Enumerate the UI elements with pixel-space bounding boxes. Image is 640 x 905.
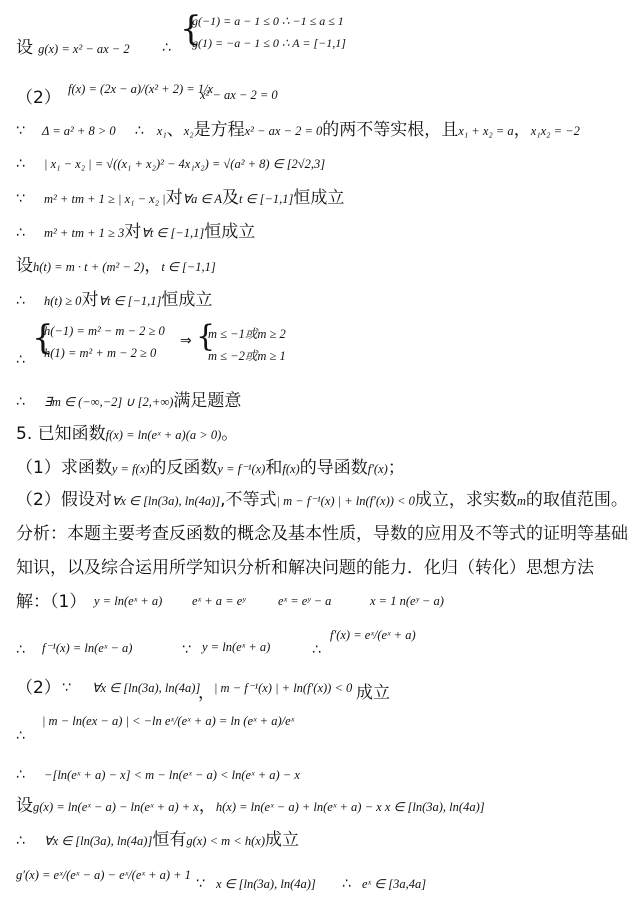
line-discriminant xyxy=(16,120,580,140)
math-for-all-t: ∀t ∈ [−1,1] xyxy=(141,226,205,240)
problem-5-intro: 5. 已知函数 xyxy=(16,424,106,444)
line-solution-2 xyxy=(16,678,61,698)
line-double-inequality xyxy=(16,764,300,784)
math-y-fx: y = f(x) xyxy=(111,462,150,476)
math-m-range-2: m ≤ −2或m ≥ 1 xyxy=(208,349,286,363)
math-t-range: t ∈ [−1,1] xyxy=(161,260,216,274)
math-x-interval: x ∈ [ln(3a), ln(4a)] xyxy=(216,877,316,891)
therefore-symbol: ∴ xyxy=(16,225,25,241)
math-inequality-3: m² + tm + 1 ≥ 3 xyxy=(44,226,125,240)
therefore-symbol: ∴ xyxy=(162,40,171,56)
math-h-expression: h(t) = m · t + (m² − 2) xyxy=(33,260,145,274)
math-f-fraction: f(x) = (2x − a)/(x² + 2) = 1/x xyxy=(68,82,214,96)
math-inequality: m² + tm + 1 ≥ | x₁ − x₂ | xyxy=(44,192,166,206)
math-root-difference: | x₁ − x₂ | = √((x₁ + x₂)² − 4x₁x₂) = √(a² + 8) ∈ [2√2,3] xyxy=(44,157,326,171)
math-quadratic: x² − ax − 2 = 0 xyxy=(244,124,323,138)
text-holds: 成立 xyxy=(265,830,299,850)
comma: ， xyxy=(198,683,215,703)
text-always-holds: 恒成立 xyxy=(204,222,256,242)
therefore-symbol: ∴ xyxy=(342,876,351,892)
comma: ， xyxy=(513,120,531,140)
system-brace: { xyxy=(32,318,54,358)
math-x-interval: ∀x ∈ [ln(3a), ln(4a)] xyxy=(111,494,221,508)
text-inequality: ,不等式 xyxy=(220,490,277,510)
set-label: 设 xyxy=(16,38,33,58)
part-number: （2） xyxy=(16,88,61,108)
math-ex-range: eˣ ∈ [3a,4a] xyxy=(362,877,427,891)
analysis-line-1: 分析：本题主要考查反函数的概念及基本性质，导数的应用及不等式的证明等基础 xyxy=(16,524,628,544)
text-always-has: 恒有 xyxy=(152,830,187,850)
because-symbol: ∵ xyxy=(16,191,25,207)
set-label: 设 xyxy=(16,256,33,276)
math-fx: f(x) xyxy=(282,462,300,476)
math-t-range: t ∈ [−1,1] xyxy=(238,192,294,206)
math-inverse-result: f⁻¹(x) = ln(eˣ − a) xyxy=(42,641,133,655)
math-for-all-a: ∀a ∈ A xyxy=(182,192,222,206)
text-solution-part-1: 解：（1） xyxy=(16,592,87,612)
implies-arrow: ⇒ xyxy=(180,333,192,349)
because-symbol: ∵ xyxy=(16,123,25,139)
therefore-symbol: ∴ xyxy=(16,352,25,368)
because-symbol: ∵ xyxy=(182,642,191,658)
therefore-symbol: ∴ xyxy=(16,394,25,410)
line-g-definition xyxy=(16,38,130,58)
math-m: m xyxy=(516,494,526,508)
separator: 、 xyxy=(166,120,184,140)
line-solution-1 xyxy=(16,592,86,612)
semicolon: ； xyxy=(387,458,405,478)
text-inverse: 的反函数 xyxy=(149,458,218,478)
therefore-symbol: ∴ xyxy=(16,156,25,172)
math-inequality: | m − f⁻¹(x) | + ln(f′(x)) < 0 xyxy=(214,681,353,695)
because-symbol: ∵ xyxy=(62,680,71,696)
math-x2: x₂ xyxy=(183,124,194,138)
period: 。 xyxy=(221,424,239,444)
math-x-interval: ∀x ∈ [ln(3a), ln(4a)] xyxy=(92,681,201,695)
line-m-exists xyxy=(16,391,241,411)
math-g-expression: g(x) = x² − ax − 2 xyxy=(38,42,130,56)
therefore-symbol: ∴ xyxy=(16,728,25,744)
math-m-range-1: m ≤ −1或m ≥ 2 xyxy=(208,327,286,341)
text-holds: 成立 xyxy=(356,683,390,703)
math-x-interval: ∀x ∈ [ln(3a), ln(4a)] xyxy=(44,834,153,848)
therefore-symbol: ∴ xyxy=(134,123,144,139)
analysis-line-2: 知识，以及综合运用所学知识分析和解决问题的能力．化归（转化）思想方法 xyxy=(16,558,594,578)
math-system-row-1: g(−1) = a − 1 ≤ 0 ∴ −1 ≤ a ≤ 1 xyxy=(192,14,344,28)
math-g-definition: g(x) = ln(eˣ − a) − ln(eˣ + a) + x xyxy=(33,800,199,814)
text-is-equation: 是方程 xyxy=(193,120,245,140)
system-brace: { xyxy=(180,9,202,49)
comma: ， xyxy=(198,796,216,816)
math-for-all-t: ∀t ∈ [−1,1] xyxy=(98,294,162,308)
math-double-inequality: −[ln(eˣ + a) − x] < m − ln(eˣ − a) < ln(eˣ + a) − x xyxy=(44,768,300,782)
math-y-inverse: y = f⁻¹(x) xyxy=(217,462,266,476)
line-inequality-for-all-a xyxy=(16,188,344,208)
line-h-nonneg xyxy=(16,290,212,310)
math-g-prime: g′(x) = eˣ/(eˣ − a) − eˣ/(eˣ + a) + 1 xyxy=(16,868,191,882)
line-root-difference xyxy=(16,153,325,173)
math-x1: x₁ xyxy=(156,124,167,138)
math-h-1: h(1) = m² + m − 2 ≥ 0 xyxy=(44,346,157,360)
math-inequality: | m − f⁻¹(x) | + ln(f′(x)) < 0 xyxy=(276,494,415,508)
math-h-nonneg: h(t) ≥ 0 xyxy=(44,294,82,308)
text-for: 对 xyxy=(81,290,99,310)
therefore-symbol: ∴ xyxy=(16,293,25,309)
math-root-sum: x₁ + x₂ = a xyxy=(458,124,514,138)
text-for: 对 xyxy=(124,222,142,242)
text-derivative: 的导函数 xyxy=(299,458,368,478)
math-g-m-h: g(x) < m < h(x) xyxy=(186,834,265,848)
math-quadratic: x² − ax − 2 = 0 xyxy=(200,88,278,102)
text-always-holds: 恒成立 xyxy=(161,290,213,310)
math-system-row-2: g(1) = −a − 1 ≤ 0 ∴ A = [−1,1] xyxy=(192,36,346,50)
text-and: 和 xyxy=(265,458,283,478)
text-and: 及 xyxy=(221,188,239,208)
line-g-h-definition xyxy=(16,796,485,816)
math-h-definition: h(x) = ln(eˣ − a) + ln(eˣ + a) − x x ∈ [ln(3a), ln(4a)] xyxy=(215,800,485,814)
comma: ， xyxy=(144,256,162,276)
text-satisfies: 满足题意 xyxy=(173,391,242,411)
math-y-ln: y = ln(eˣ + a) xyxy=(202,640,271,654)
text-find: 成立，求实数 xyxy=(414,490,517,510)
line-problem-5-part-2 xyxy=(16,490,628,510)
line-always-holds xyxy=(16,830,299,850)
math-y-ln: y = ln(eˣ + a) xyxy=(94,594,163,608)
math-derivative-result: f′(x) = eˣ/(eˣ + a) xyxy=(330,628,416,642)
text-part-2: （2）假设对 xyxy=(16,490,112,510)
therefore-symbol: ∴ xyxy=(16,642,25,658)
math-delta: Δ = a² + 8 > 0 xyxy=(42,124,116,138)
text-for: 对 xyxy=(165,188,183,208)
text-part-2: （2） xyxy=(16,678,61,698)
system-brace: { xyxy=(196,319,216,354)
because-symbol: ∵ xyxy=(196,876,205,892)
math-ex-plus-a: eˣ + a = eʸ xyxy=(192,594,246,608)
math-abs-inequality: | m − ln(ex − a) | < −ln eˣ/(eˣ + a) = ln (eˣ + a)/eˣ xyxy=(42,714,295,728)
text-part-1: （1）求函数 xyxy=(16,458,112,478)
text-always-holds: 恒成立 xyxy=(293,188,345,208)
math-ex-eq: eˣ = eʸ − a xyxy=(278,594,332,608)
line-inequality-ge-3 xyxy=(16,222,255,242)
math-m-exists: ∃m ∈ (−∞,−2] ∪ [2,+∞) xyxy=(44,395,174,409)
line-part-2-start xyxy=(16,88,61,108)
therefore-symbol: ∴ xyxy=(312,642,321,658)
math-x-ln: x = 1 n(eʸ − a) xyxy=(370,594,444,608)
math-root-product: x₁x₂ = −2 xyxy=(530,124,580,138)
math-f-definition: f(x) = ln(eˣ + a)(a > 0) xyxy=(105,428,222,442)
line-problem-5-part-1 xyxy=(16,458,405,478)
text-two-roots: 的两不等实根，且 xyxy=(322,120,459,140)
math-h-minus-1: h(−1) = m² − m − 2 ≥ 0 xyxy=(44,324,165,338)
line-problem-5 xyxy=(16,424,238,444)
line-h-definition xyxy=(16,256,216,276)
text-range: 的取值范围。 xyxy=(525,490,628,510)
set-label: 设 xyxy=(16,796,33,816)
math-f-prime: f′(x) xyxy=(367,462,388,476)
therefore-symbol: ∴ xyxy=(16,833,25,849)
therefore-symbol: ∴ xyxy=(16,767,25,783)
